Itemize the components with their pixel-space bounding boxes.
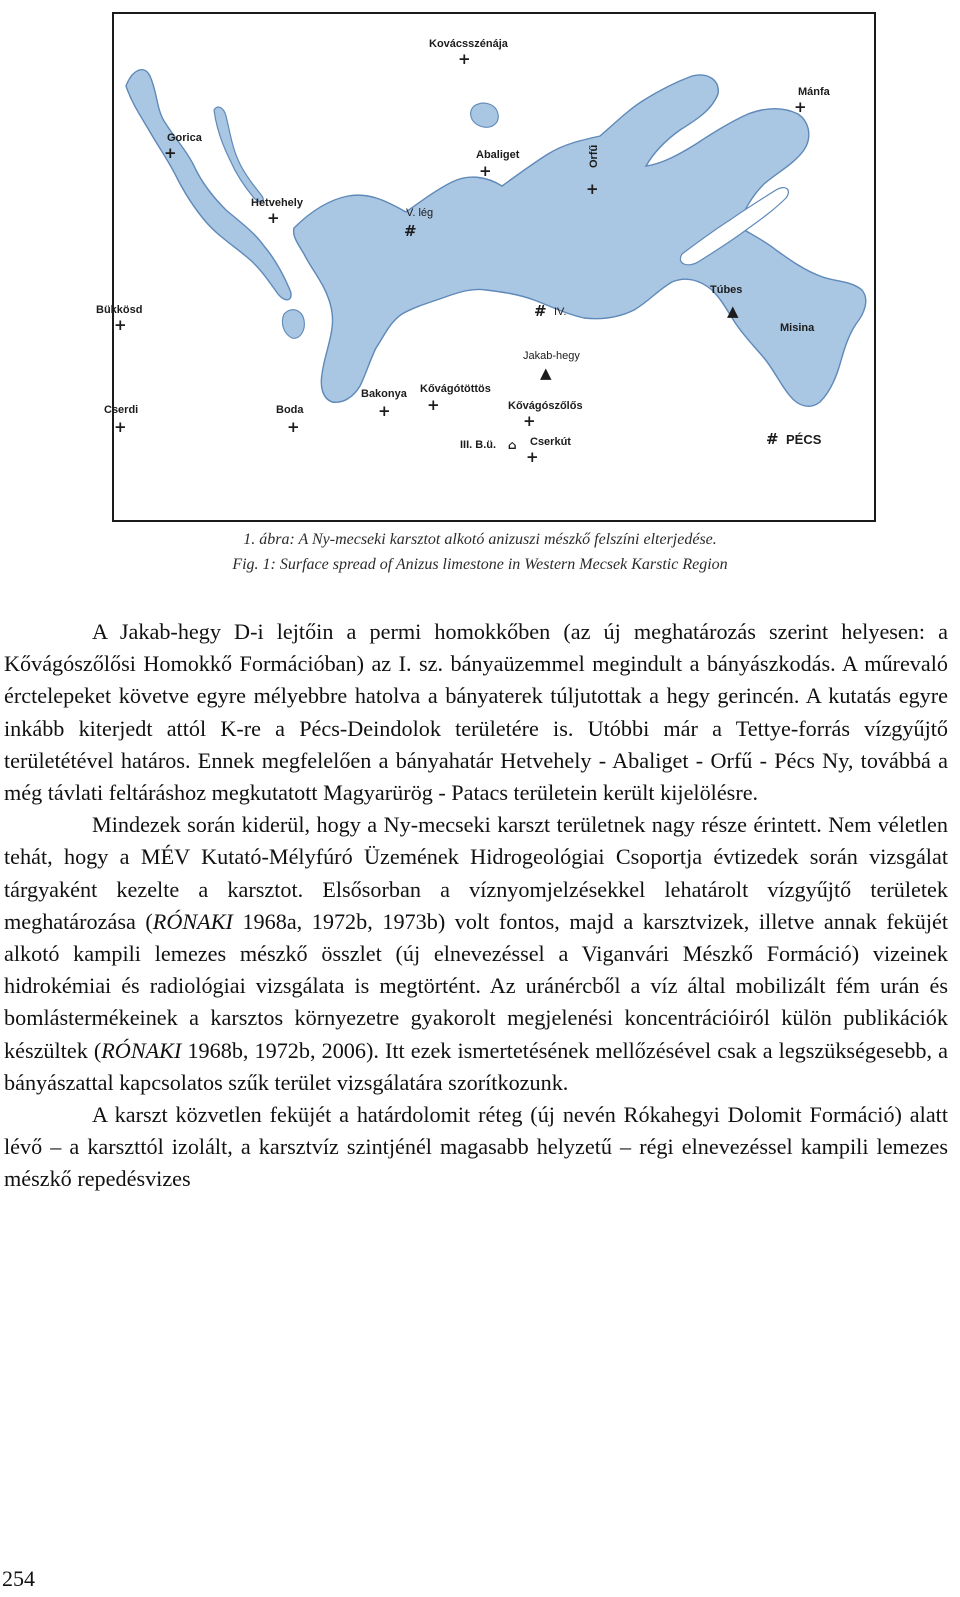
settlement-cross-icon: + [427, 396, 440, 414]
limestone-area-west-strip [214, 107, 263, 202]
shaft-hash-icon: # [534, 302, 547, 320]
place-label-boda: Boda [276, 404, 304, 416]
limestone-area-small-patch [282, 310, 304, 339]
place-label-kovagoszolos: Kővágószőlős [508, 400, 583, 412]
figure-caption-en: Fig. 1: Surface spread of Anizus limestone in Western Mecsek Karstic Region [232, 556, 728, 573]
article-body [4, 616, 948, 1196]
place-label-orfu: Orfű [588, 144, 600, 168]
place-label-jakab-hegy: Jakab-hegy [523, 350, 580, 362]
paragraph-2-part-c: 1968b, 1972b, 2006). Itt ezek ismertetésének mellőzésével csak a legszükségesebb, a bányászattal kapcsolatos szűk terület vizsgálatára szorítkozunk. [4, 1037, 948, 1095]
shaft-hash-icon: # [404, 222, 417, 240]
limestone-area-north-patch [471, 103, 499, 127]
adit-icon: ⌂ [508, 438, 517, 452]
place-label-tubes: Túbes [710, 284, 743, 296]
place-label-cserkut: Cserkút [530, 436, 571, 448]
city-double-cross-icon: # [766, 430, 779, 448]
settlement-cross-icon: + [164, 144, 177, 162]
place-label-pecs: PÉCS [786, 432, 822, 447]
settlement-cross-icon: + [378, 402, 391, 420]
place-label-bukkosd: Bükkösd [96, 304, 143, 316]
limestone-area-west-arm [126, 70, 291, 300]
settlement-cross-icon: + [523, 412, 536, 430]
settlement-cross-icon: + [586, 180, 599, 198]
place-label-kovacsszenaja: Kovácsszénája [429, 38, 508, 50]
page-number: 254 [2, 1566, 35, 1591]
place-label-v-leg: V. lég [406, 207, 434, 219]
settlement-cross-icon: + [479, 162, 492, 180]
settlement-cross-icon: + [794, 98, 807, 116]
place-label-abaliget: Abaliget [476, 149, 520, 161]
place-label-iv: IV. [554, 306, 567, 318]
settlement-cross-icon: + [287, 418, 300, 436]
paragraph-3: A karszt közvetlen feküjét a határdolomit réteg (új nevén Rókahegyi Dolomit Formáció) alatt lévő – a karszttól izolált, a karsztvíz szintjénél magasabb helyzetű – régi elnevezéssel kampili lemezes mészkő repedésvizes [4, 1102, 948, 1192]
settlement-cross-icon: + [526, 448, 539, 466]
peak-triangle-icon: ▲ [540, 364, 552, 382]
place-label-gorica: Gorica [167, 132, 202, 144]
author-citation: RÓNAKI [152, 908, 233, 934]
author-citation: RÓNAKI [101, 1037, 182, 1063]
settlement-cross-icon: + [114, 418, 127, 436]
paragraph-1: A Jakab-hegy D-i lejtőin a permi homokkőben (az új meghatározás szerint helyesen: a Kővágószőlősi Homokkő Formációban) az I. sz. bányaüzemmel megindult a bányászkodás. A műrevaló érctelepeket követve egyre mélyebbre hatolva a bányaterek túljutottak a hegy gerincén. A kutatás egyre inkább kiterjedt attól K-re a Pécs-Deindolok területére is. Utóbbi már a Tettye-forrás vízgyűjtő területétével határos. Ennek megfelelően a bányahatár Hetvehely - Abaliget - Orfű - Pécs Ny, továbbá a még távlati feltáráshoz megkutatott Magyarürög - Patacs területein került kijelölésre. [4, 619, 948, 806]
place-label-manfa: Mánfa [798, 86, 830, 98]
place-label-bakonya: Bakonya [361, 388, 407, 400]
place-label-misina: Misina [780, 322, 815, 334]
paragraph-2-part-b: 1968a, 1972b, 1973b) volt fontos, majd a karsztvizek, illetve annak feküjét alkotó kampili lemezes mészkő összlet (új elnevezéssel a Viganvári Mészkő Formáció) vizeinek hidrokémiai és radiológiai vizsgálata is megtörtént. Az uránércből a víz által mobilizált fém urán és bomlástermékeinek a karsztos környezetre gyakorolt megjelenési koncentrációiról külön publikációk készültek ( [4, 908, 949, 1063]
settlement-cross-icon: + [267, 209, 280, 227]
peak-triangle-icon: ▲ [727, 302, 739, 320]
place-label-kovagotottos: Kővágótöttös [420, 383, 491, 395]
settlement-cross-icon: + [458, 50, 471, 68]
figure-caption-hu: 1. ábra: A Ny-mecseki karsztot alkotó anizuszi mészkő felszíni elterjedése. [243, 531, 717, 548]
paragraph-2-part-a: Mindezek során kiderül, hogy a Ny-mecseki karszt területnek nagy része érintett. Nem véletlen tehát, hogy a MÉV Kutató-Mélyfúró Üzemének Hidrogeológiai Csoportja évtizedek során vizsgálat tárgyaként kezelte a karsztot. Elsősorban a víznyomjelzésekkel lehatárolt vízgyűjtő területek meghatározása ( [4, 812, 948, 934]
settlement-cross-icon: + [114, 316, 127, 334]
paragraph-2 [4, 809, 948, 1099]
karst-map [96, 12, 876, 522]
place-label-hetvehely: Hetvehely [251, 197, 303, 209]
place-label-iii-bu: III. B.ü. [460, 439, 497, 451]
place-label-cserdi: Cserdi [104, 404, 139, 416]
